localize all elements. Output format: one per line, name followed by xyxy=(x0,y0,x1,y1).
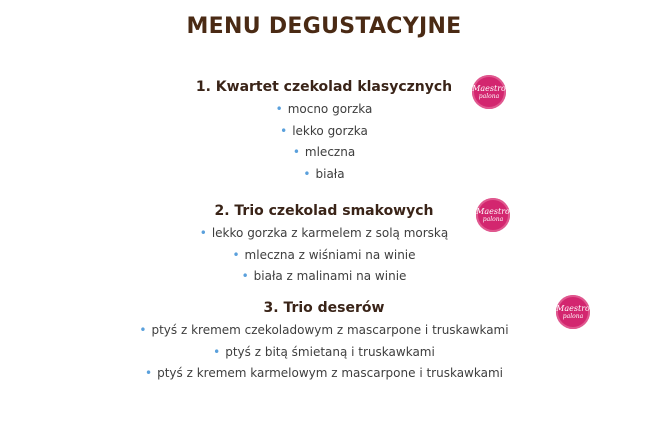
item-list xyxy=(0,223,648,288)
bullet-icon: • xyxy=(232,247,240,262)
bullet-icon: • xyxy=(303,166,311,181)
list-item: • ptyś z kremem karmelowym z mascarpone i truskawkami xyxy=(145,366,503,380)
bullet-icon: • xyxy=(292,145,300,159)
bullet-icon: • xyxy=(275,102,283,116)
page-title: MENU DEGUSTACYJNE xyxy=(186,14,462,39)
list-item: • biała z malinami na winie xyxy=(241,269,407,283)
list-item: • mocno gorzka xyxy=(275,102,373,116)
menu-section-3 xyxy=(0,299,648,385)
section-title: 3. Trio deserów xyxy=(263,300,385,316)
bullet-icon: • xyxy=(139,323,147,337)
maestro-badge-logo: Maestro palona xyxy=(476,198,510,232)
section-title: 2. Trio czekolad smakowych xyxy=(214,203,434,219)
menu-section-2 xyxy=(0,202,648,288)
list-item: • ptyś z kremem czekoladowym z mascarpone i truskawkami xyxy=(139,323,509,337)
list-item: • lekko gorzka xyxy=(280,123,368,138)
bullet-icon: • xyxy=(280,123,288,138)
list-item: • mleczna z wiśniami na winie xyxy=(232,247,416,262)
bullet-icon: • xyxy=(145,366,153,380)
bullet-icon: • xyxy=(199,226,207,240)
item-list xyxy=(0,320,648,385)
bullet-icon: • xyxy=(213,344,221,359)
list-item: • lekko gorzka z karmelem z solą morską xyxy=(199,226,449,240)
bullet-icon: • xyxy=(241,269,249,283)
menu-section-1 xyxy=(0,78,648,185)
maestro-badge-logo: Maestro palona xyxy=(556,295,590,329)
section-title: 1. Kwartet czekolad klasycznych xyxy=(195,79,453,95)
item-list xyxy=(0,99,648,185)
list-item: • ptyś z bitą śmietaną i truskawkami xyxy=(213,344,435,359)
list-item: • biała xyxy=(303,166,345,181)
list-item: • mleczna xyxy=(292,145,356,159)
maestro-badge-logo: Maestro palona xyxy=(472,75,506,109)
